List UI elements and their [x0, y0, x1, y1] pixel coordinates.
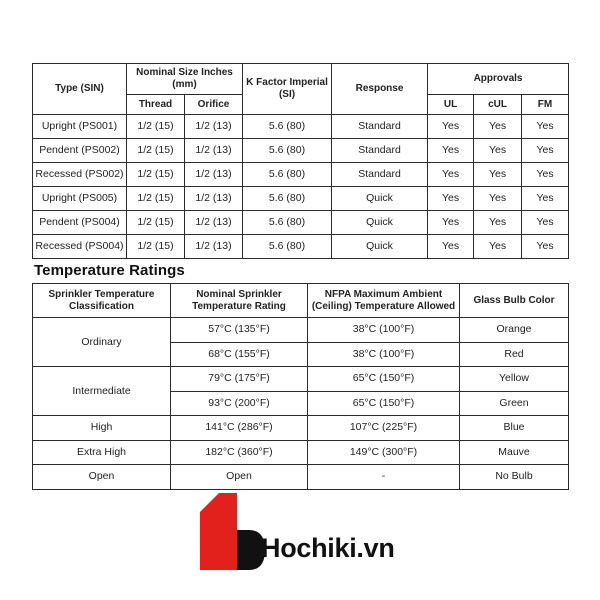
- sprinkler-spec-table: [32, 63, 569, 259]
- k-factor-cell: 5.6 (80): [243, 187, 332, 211]
- thread-cell: 1/2 (15): [127, 115, 185, 139]
- thread-cell: 1/2 (15): [127, 163, 185, 187]
- nominal-rating-cell: 57°C (135°F): [171, 318, 308, 343]
- header-k-factor: K Factor Imperial (SI): [243, 64, 332, 115]
- thread-cell: 1/2 (15): [127, 187, 185, 211]
- header-type: Type (SIN): [33, 64, 127, 115]
- table-row: [33, 187, 569, 211]
- thread-cell: 1/2 (15): [127, 139, 185, 163]
- response-cell: Standard: [332, 139, 428, 163]
- thread-cell: 1/2 (15): [127, 211, 185, 235]
- orifice-cell: 1/2 (13): [185, 139, 243, 163]
- k-factor-cell: 5.6 (80): [243, 115, 332, 139]
- orifice-cell: 1/2 (13): [185, 211, 243, 235]
- thread-cell: 1/2 (15): [127, 235, 185, 259]
- k-factor-cell: 5.6 (80): [243, 211, 332, 235]
- ul-cell: Yes: [428, 163, 474, 187]
- type-cell: Upright (PS001): [33, 115, 127, 139]
- ul-cell: Yes: [428, 235, 474, 259]
- table-row: [33, 465, 569, 490]
- cul-cell: Yes: [474, 115, 522, 139]
- header-ul: UL: [428, 95, 474, 115]
- table-row: [33, 318, 569, 343]
- table-row: [33, 440, 569, 465]
- classification-cell: High: [33, 416, 171, 441]
- bulb-color-cell: Yellow: [460, 367, 569, 392]
- orifice-cell: 1/2 (13): [185, 187, 243, 211]
- orifice-cell: 1/2 (13): [185, 163, 243, 187]
- fm-cell: Yes: [522, 115, 569, 139]
- orifice-cell: 1/2 (13): [185, 235, 243, 259]
- hochiki-logo-mark-icon: [197, 490, 267, 570]
- ul-cell: Yes: [428, 211, 474, 235]
- table-row: [33, 416, 569, 441]
- table-row: [33, 367, 569, 392]
- nominal-rating-cell: 93°C (200°F): [171, 391, 308, 416]
- fm-cell: Yes: [522, 163, 569, 187]
- orifice-cell: 1/2 (13): [185, 115, 243, 139]
- header-nominal-size: Nominal Size Inches (mm): [127, 64, 243, 95]
- classification-cell: Ordinary: [33, 318, 171, 367]
- nfpa-ambient-cell: 149°C (300°F): [308, 440, 460, 465]
- table-row: [33, 139, 569, 163]
- bulb-color-cell: No Bulb: [460, 465, 569, 490]
- cul-cell: Yes: [474, 211, 522, 235]
- hochiki-logo: [197, 490, 417, 570]
- response-cell: Quick: [332, 211, 428, 235]
- nominal-rating-cell: 68°C (155°F): [171, 342, 308, 367]
- nfpa-ambient-cell: 65°C (150°F): [308, 367, 460, 392]
- type-cell: Pendent (PS002): [33, 139, 127, 163]
- type-cell: Recessed (PS002): [33, 163, 127, 187]
- temperature-ratings-title: Temperature Ratings: [34, 262, 185, 279]
- response-cell: Quick: [332, 187, 428, 211]
- bulb-color-cell: Mauve: [460, 440, 569, 465]
- bulb-color-cell: Orange: [460, 318, 569, 343]
- fm-cell: Yes: [522, 139, 569, 163]
- header-nfpa-ambient: NFPA Maximum Ambient (Ceiling) Temperature Allowed: [308, 284, 460, 318]
- spec-table-body: [33, 115, 569, 259]
- fm-cell: Yes: [522, 211, 569, 235]
- nominal-rating-cell: 141°C (286°F): [171, 416, 308, 441]
- nominal-rating-cell: 182°C (360°F): [171, 440, 308, 465]
- header-thread: Thread: [127, 95, 185, 115]
- cul-cell: Yes: [474, 139, 522, 163]
- header-bulb-color: Glass Bulb Color: [460, 284, 569, 318]
- classification-cell: Intermediate: [33, 367, 171, 416]
- classification-cell: Extra High: [33, 440, 171, 465]
- ul-cell: Yes: [428, 187, 474, 211]
- table-row: [33, 115, 569, 139]
- bulb-color-cell: Green: [460, 391, 569, 416]
- logo-text: Hochiki.vn: [261, 533, 395, 563]
- k-factor-cell: 5.6 (80): [243, 139, 332, 163]
- table-row: [33, 211, 569, 235]
- ul-cell: Yes: [428, 139, 474, 163]
- table-row: [33, 163, 569, 187]
- nfpa-ambient-cell: -: [308, 465, 460, 490]
- nfpa-ambient-cell: 38°C (100°F): [308, 342, 460, 367]
- cul-cell: Yes: [474, 187, 522, 211]
- header-classification: Sprinkler Temperature Classification: [33, 284, 171, 318]
- k-factor-cell: 5.6 (80): [243, 235, 332, 259]
- header-cul: cUL: [474, 95, 522, 115]
- response-cell: Quick: [332, 235, 428, 259]
- response-cell: Standard: [332, 163, 428, 187]
- cul-cell: Yes: [474, 235, 522, 259]
- fm-cell: Yes: [522, 187, 569, 211]
- type-cell: Recessed (PS004): [33, 235, 127, 259]
- temperature-table-body: [33, 318, 569, 490]
- nominal-rating-cell: Open: [171, 465, 308, 490]
- table-row: [33, 235, 569, 259]
- nfpa-ambient-cell: 38°C (100°F): [308, 318, 460, 343]
- ul-cell: Yes: [428, 115, 474, 139]
- header-nominal-rating: Nominal Sprinkler Temperature Rating: [171, 284, 308, 318]
- nominal-rating-cell: 79°C (175°F): [171, 367, 308, 392]
- header-fm: FM: [522, 95, 569, 115]
- temperature-ratings-table: [32, 283, 569, 490]
- header-approvals: Approvals: [428, 64, 569, 95]
- nfpa-ambient-cell: 107°C (225°F): [308, 416, 460, 441]
- header-orifice: Orifice: [185, 95, 243, 115]
- response-cell: Standard: [332, 115, 428, 139]
- type-cell: Pendent (PS004): [33, 211, 127, 235]
- k-factor-cell: 5.6 (80): [243, 163, 332, 187]
- nfpa-ambient-cell: 65°C (150°F): [308, 391, 460, 416]
- header-response: Response: [332, 64, 428, 115]
- bulb-color-cell: Red: [460, 342, 569, 367]
- type-cell: Upright (PS005): [33, 187, 127, 211]
- cul-cell: Yes: [474, 163, 522, 187]
- fm-cell: Yes: [522, 235, 569, 259]
- classification-cell: Open: [33, 465, 171, 490]
- bulb-color-cell: Blue: [460, 416, 569, 441]
